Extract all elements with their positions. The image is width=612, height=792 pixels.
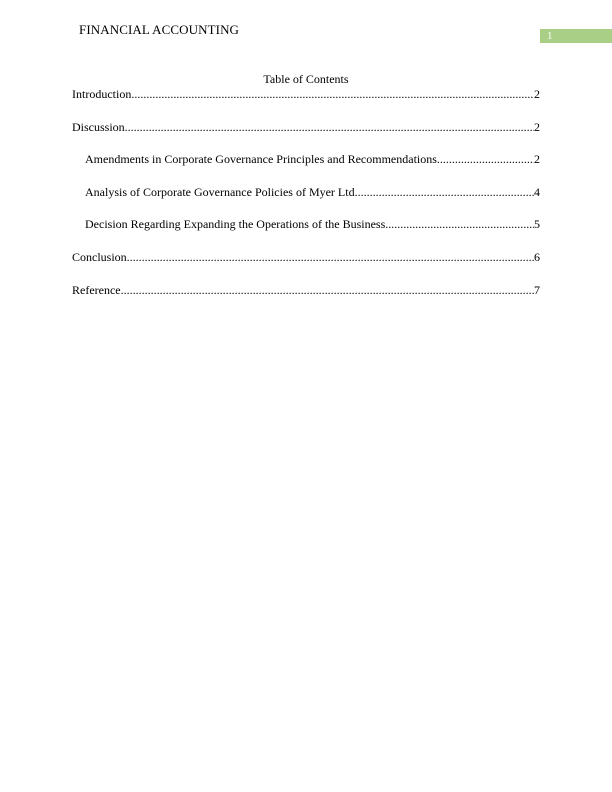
toc-dot-leader — [385, 217, 534, 231]
toc-entry-page: 2 — [534, 87, 540, 101]
toc-entry-decision[interactable] — [72, 217, 540, 231]
toc-dot-leader — [125, 120, 534, 134]
toc-dot-leader — [127, 250, 534, 264]
toc-entry-analysis[interactable] — [72, 185, 540, 199]
table-of-contents — [72, 87, 540, 315]
toc-entry-label: Decision Regarding Expanding the Operations of the Business — [85, 217, 386, 232]
page-number: 1 — [547, 30, 553, 42]
toc-entry-amendments[interactable] — [72, 152, 540, 166]
toc-entry-label: Conclusion — [72, 249, 127, 264]
toc-entry-page: 2 — [534, 152, 540, 167]
toc-entry-page: 4 — [534, 184, 540, 199]
toc-dot-leader — [355, 185, 534, 199]
toc-entry-label: Discussion — [72, 119, 125, 134]
toc-entry-reference[interactable] — [72, 283, 540, 297]
toc-entry-label: Amendments in Corporate Governance Principles and Recommendations — [85, 152, 437, 167]
toc-entry-page: 5 — [534, 217, 540, 232]
header-title: FINANCIAL ACCOUNTING — [79, 22, 240, 37]
toc-dot-leader — [131, 87, 534, 101]
toc-entry-label: Introduction — [72, 87, 132, 101]
toc-entry-label: Analysis of Corporate Governance Policies of Myer Ltd — [85, 184, 355, 199]
toc-dot-leader — [121, 283, 534, 297]
toc-entry-label: Reference — [72, 282, 121, 297]
toc-entry-conclusion[interactable] — [72, 250, 540, 264]
toc-dot-leader — [437, 152, 534, 166]
toc-entry-discussion[interactable] — [72, 120, 540, 134]
toc-entry-page: 7 — [534, 282, 540, 297]
page-number-tab — [540, 29, 612, 43]
toc-entry-page: 2 — [534, 119, 540, 134]
toc-entry-introduction[interactable] — [72, 87, 540, 101]
toc-entry-page: 6 — [534, 249, 540, 264]
toc-heading: Table of Contents — [263, 72, 349, 86]
